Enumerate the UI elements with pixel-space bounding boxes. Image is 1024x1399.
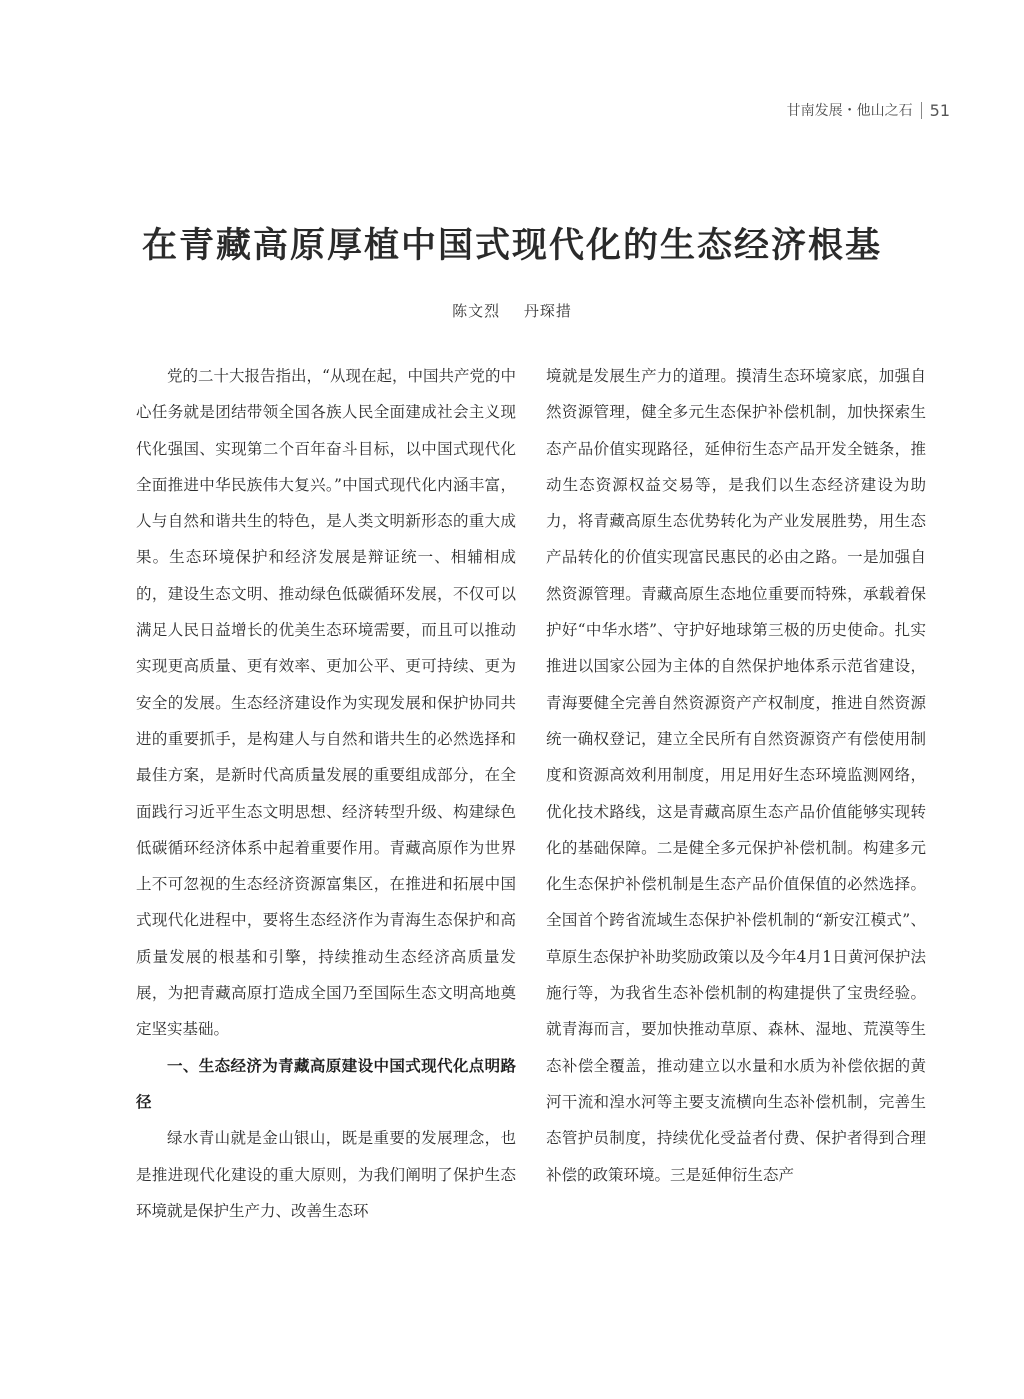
header-divider bbox=[921, 102, 922, 119]
section-name: 甘南发展・他山之石 bbox=[786, 103, 913, 119]
author-1: 陈文烈 bbox=[452, 302, 501, 320]
article-title: 在青藏高原厚植中国式现代化的生态经济根基 bbox=[141, 225, 882, 266]
author-2: 丹琛措 bbox=[523, 302, 572, 320]
left-column bbox=[136, 358, 516, 1229]
paragraph: 境就是发展生产力的道理。摸清生态环境家底，加强自然资源管理，健全多元生态保护补偿机制，加快探索生态产品价值实现路径，延伸衍生态产品开发全链条，推动生态资源权益交易等，是我们以生态经济建设为助力，将青藏高原生态优势转化为产业发展胜势，用生态产品转化的价值实现富民惠民的必由之路。一是加强自然资源管理。青藏高原生态地位重要而特殊，承载着保护好“中华水塔”、守护好地球第三极的历史使命。扎实推进以国家公园为主体的自然保护地体系示范省建设，青海要健全完善自然资源资产产权制度，推进自然资源统一确权登记，建立全民所有自然资源资产有偿使用制度和资源高效利用制度，用足用好生态环境监测网络，优化技术路线，这是青藏高原生态产品价值能够实现转化的基础保障。二是健全多元保护补偿机制。构建多元化生态保护补偿机制是生态产品价值保值的必然选择。全国首个跨省流域生态保护补偿机制的“新安江模式”、草原生态保护补助奖励政策以及今年4月1日黄河保护法施行等，为我省生态补偿机制的构建提供了宝贵经验。就青海而言，要加快推动草原、森林、湿地、荒漠等生态补偿全覆盖，推动建立以水量和水质为补偿依据的黄河干流和湟水河等主要支流横向生态补偿机制，完善生态管护员制度，持续优化受益者付费、保护者得到合理补偿的政策环境。三是延伸衍生态产 bbox=[546, 367, 926, 1184]
article-authors bbox=[0, 300, 1024, 321]
paragraph: 绿水青山就是金山银山，既是重要的发展理念，也是推进现代化建设的重大原则，为我们阐明了保护生态环境就是保护生产力、改善生态环 bbox=[136, 1129, 516, 1220]
right-column bbox=[546, 358, 926, 1193]
running-header bbox=[787, 100, 950, 120]
section-heading: 一、生态经济为青藏高原建设中国式现代化点明路径 bbox=[136, 1055, 516, 1111]
paragraph: 党的二十大报告指出，“从现在起，中国共产党的中心任务就是团结带领全国各族人民全面建成社会主义现代化强国、实现第二个百年奋斗目标，以中国式现代化全面推进中华民族伟大复兴。”中国式现代化内涵丰富，人与自然和谐共生的特色，是人类文明新形态的重大成果。生态环境保护和经济发展是辩证统一、相辅相成的，建设生态文明、推动绿色低碳循环发展，不仅可以满足人民日益增长的优美生态环境需要，而且可以推动实现更高质量、更有效率、更加公平、更可持续、更为安全的发展。生态经济建设作为实现发展和保护协同共进的重要抓手，是构建人与自然和谐共生的必然选择和最佳方案，是新时代高质量发展的重要组成部分，在全面践行习近平生态文明思想、经济转型升级、构建绿色低碳循环经济体系中起着重要作用。青藏高原作为世界上不可忽视的生态经济资源富集区，在推进和拓展中国式现代化进程中，要将生态经济作为青海生态保护和高质量发展的根基和引擎，持续推动生态经济高质量发展，为把青藏高原打造成全国乃至国际生态文明高地奠定坚实基础。 bbox=[136, 367, 516, 1039]
page-number: 51 bbox=[929, 100, 950, 120]
